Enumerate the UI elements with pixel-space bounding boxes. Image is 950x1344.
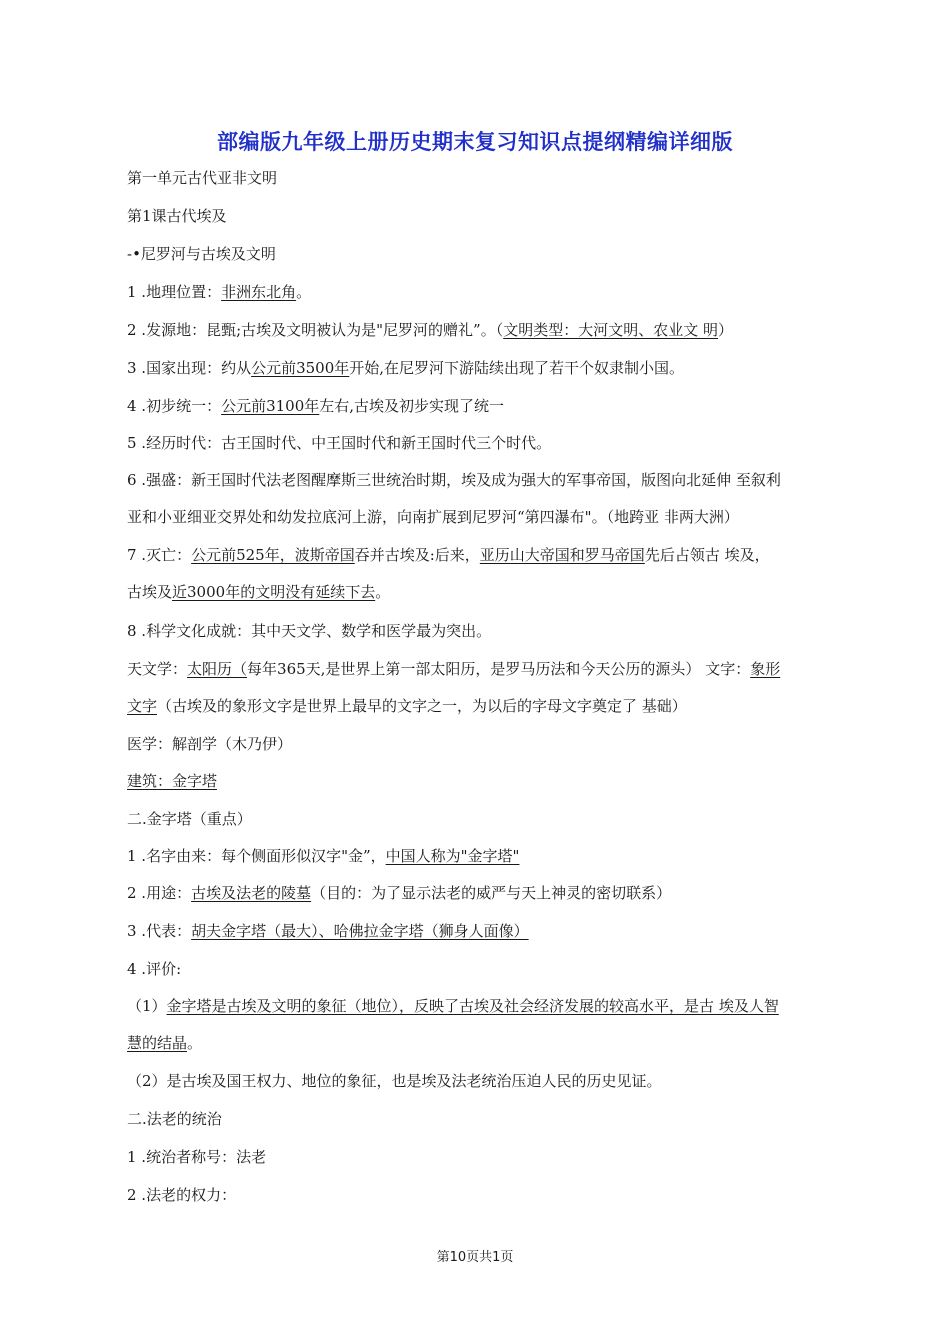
page-footer: 第10页共1页 <box>436 1250 514 1265</box>
pharaoh-title: 1 .统治者称号：法老 <box>127 1148 267 1166</box>
item-fall-line2: 古埃及近3000年的文明没有延续下去。 <box>127 583 391 601</box>
pharaoh-power: 2 .法老的权力： <box>127 1186 237 1204</box>
pyramid-purpose: 2 .用途：古埃及法老的陵墓（目的：为了显示法老的威严与天上神灵的密切联系） <box>127 884 672 902</box>
item-unification: 4 .初步统一：公元前3100年左右,古埃及初步实现了统一 <box>127 397 505 415</box>
section-heading-nile: -•尼罗河与古埃及文明 <box>127 245 276 263</box>
pyramid-name-origin: 1 .名字由来：每个侧面形似汉字"金”，中国人称为"金字塔" <box>127 847 520 865</box>
item-location: 1 .地理位置：非洲东北角。 <box>127 283 312 301</box>
document-title: 部编版九年级上册历史期末复习知识点提纲精编详细版 <box>217 130 733 154</box>
pyramid-representative: 3 .代表：胡夫金字塔（最大）、哈佛拉金字塔（狮身人面像） <box>127 922 529 940</box>
item-origin: 2 .发源地：昆甄;古埃及文明被认为是"尼罗河的赠礼”。（文明类型：大河文明、农业文 明） <box>127 321 734 339</box>
lesson-heading: 第1课古代埃及 <box>127 207 227 225</box>
item-achievements: 8 .科学文化成就：其中天文学、数学和医学最为突出。 <box>127 622 492 640</box>
evaluation-2: （2）是古埃及国王权力、地位的象征，也是埃及法老统治压迫人民的历史见证。 <box>127 1072 662 1090</box>
astronomy-line1: 天文学：太阳历（每年365天,是世界上第一部太阳历，是罗马历法和今天公历的源头） 文字：象形 <box>127 660 781 678</box>
section-heading-pharaoh: 二.法老的统治 <box>127 1110 222 1128</box>
evaluation-1-line2: 慧的结晶。 <box>127 1034 203 1052</box>
medicine-line: 医学：解剖学（木乃伊） <box>127 735 293 753</box>
evaluation-1-line1: （1）金字塔是古埃及文明的象征（地位），反映了古埃及社会经济发展的较高水平，是古 埃及人智 <box>127 997 779 1015</box>
item-eras: 5 .经历时代：古王国时代、中王国时代和新王国时代三个时代。 <box>127 434 552 452</box>
pyramid-evaluation: 4 .评价: <box>127 960 182 978</box>
item-prosperity-line2: 亚和小亚细亚交界处和幼发拉底河上游，向南扩展到尼罗河“第四瀑布"。（地跨亚 非两大洲） <box>127 508 739 526</box>
item-prosperity-line1: 6 .强盛：新王国时代法老图醒摩斯三世统治时期，埃及成为强大的军事帝国，版图向北延伸 至叙利 <box>127 471 781 489</box>
unit-heading: 第一单元古代亚非文明 <box>127 169 278 187</box>
section-heading-pyramid: 二.金字塔（重点） <box>127 810 252 828</box>
item-fall-line1: 7 .灭亡：公元前525年，波斯帝国吞并古埃及:后来，亚历山大帝国和罗马帝国先后占领古 埃及， <box>127 546 770 564</box>
item-state-formation: 3 .国家出现：约从公元前3500年开始,在尼罗河下游陆续出现了若干个奴隶制小国。 <box>127 359 685 377</box>
architecture-line: 建筑：金字塔 <box>127 772 218 790</box>
astronomy-line2: 文字（古埃及的象形文字是世界上最早的文字之一，为以后的字母文字奠定了 基础） <box>127 697 687 715</box>
